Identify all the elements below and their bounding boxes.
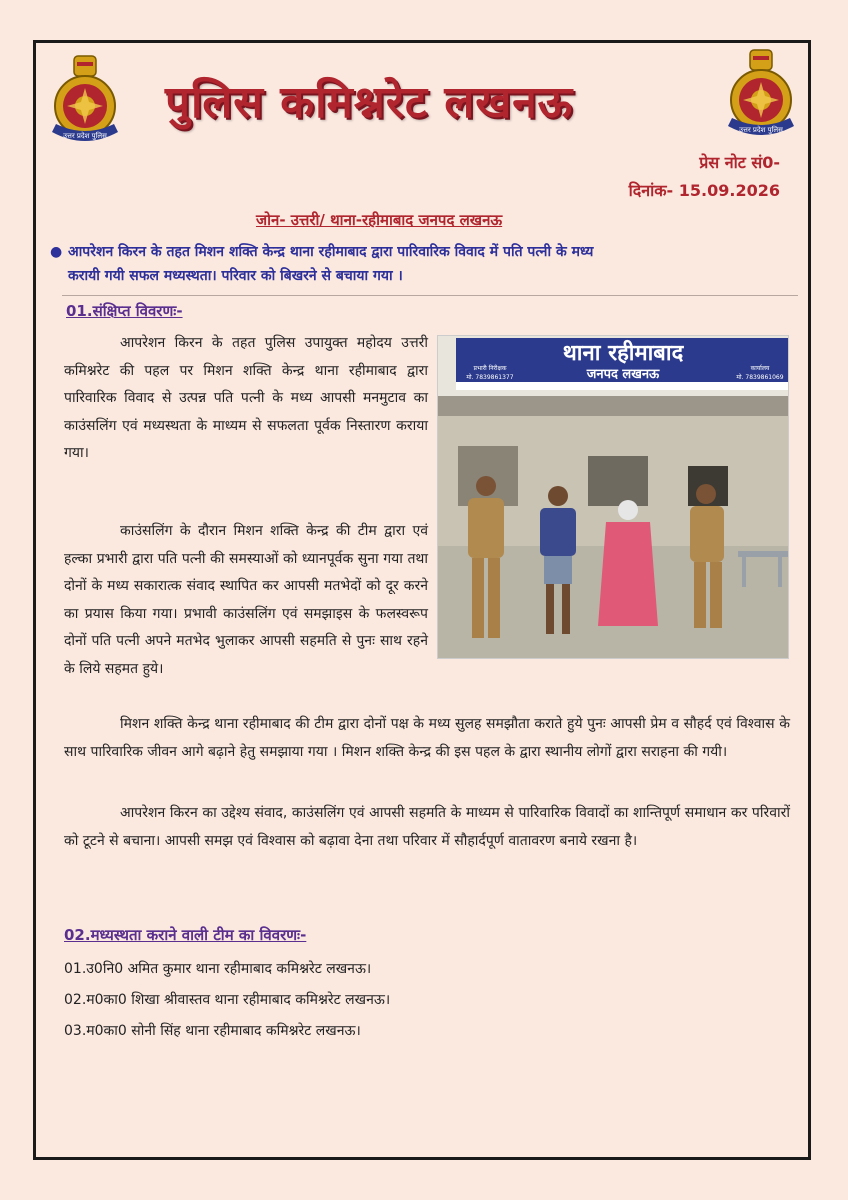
section-title-team: 02.मध्यस्थता कराने वाली टीम का विवरणः- [64,926,307,944]
team-list [64,955,390,1048]
emblem-crown-icon [74,56,96,76]
summary-paragraph-3: मिशन शक्ति केन्द्र थाना रहीमाबाद की टीम द्वारा दोनों पक्ष के मध्य सुलह समझौता कराते हुये पुनः आपसी प्रेम व सौहर्द एवं विश्वास के साथ पारिवारिक जीवन आगे बढ़ाने हेतु समझाया गया । मिशन शक्ति केन्द्र की इस पहल के द्वारा स्थानीय लोगों द्वारा सराहना की गयी। [64,716,790,760]
headline [50,240,790,288]
sign-subtitle: जनपद लखनऊ [586,367,660,382]
bullet-icon: ● [50,244,63,260]
press-note-number: प्रेस नोट सं0- [699,153,780,172]
press-note-date: दिनांक- 15.09.2026 [628,181,780,200]
up-police-emblem-right [720,46,802,142]
section-title-summary: 01.संक्षिप्त विवरणः- [66,302,183,320]
summary-paragraph-2: काउंसलिंग के दौरान मिशन शक्ति केन्द्र की टीम द्वारा एवं हल्का प्रभारी द्वारा पति पत्नी की समस्याओं को ध्यानपूर्वक सुना गया तथा दोनों के मध्य सकारात्क संवाद स्थापित कर आपसी मतभेदों को दूर करने का प्रयास किया गया। प्रभावी काउंसलिंग एवं समझाइस के फलस्वरूप दोनों पति पत्नी अपने मतभेद भुलाकर आपसी सहमति से पुनः साथ रहने के लिये सहमत हुये। [64,523,428,677]
divider [62,295,798,296]
sign-right-phone: मो. 7839861069 [736,374,784,381]
page-title: पुलिस कमिश्नरेट लखनऊ [165,77,574,128]
summary-paragraph-4: आपरेशन किरन का उद्देश्य संवाद, काउंसलिंग एवं आपसी सहमति के माध्यम से पारिवारिक विवादों का शान्तिपूर्ण समाधान कर परिवारों को टूटने से बचाना। आपसी समझ एवं विश्वास को बढ़ावा देना तथा परिवार में सौहार्दपूर्ण वातावरण बनाये रखना है। [64,805,790,849]
zone-station-line: जोन- उत्तरी/ थाना-रहीमाबाद जनपद लखनऊ [256,211,503,229]
sign-left-label: प्रभारी निरीक्षक [473,365,507,372]
police-station-photo [437,335,789,659]
sign-right-label: कार्यालय [750,365,770,372]
team-member: 02.म0का0 शिखा श्रीवास्तव थाना रहीमाबाद कमिश्नरेट लखनऊ। [64,992,391,1008]
summary-paragraph-1: आपरेशन किरन के तहत पुलिस उपायुक्त महोदय उत्तरी कमिश्नरेट की पहल पर मिशन शक्ति केन्द्र थाना रहीमाबाद द्वारा पारिवारिक विवाद से उत्पन्न पति पत्नी के मध्य आपसी मनमुटाव का काउंसलिंग एवं मध्यस्थता के माध्यम से सफलता पूर्वक निस्तारण कराया गया। [64,335,428,461]
sign-title: थाना रहीमाबाद [562,341,684,366]
headline-line-2: करायी गयी सफल मध्यस्थता। परिवार को बिखरने से बचाया गया । [68,268,403,284]
headline-line-1: आपरेशन किरन के तहत मिशन शक्ति केन्द्र थाना रहीमाबाद द्वारा पारिवारिक विवाद में पति पत्नी के मध्य [68,244,594,260]
team-member: 01.उ0नि0 अमित कुमार थाना रहीमाबाद कमिश्नरेट लखनऊ। [64,961,372,977]
up-police-emblem-left [44,52,126,148]
emblem-label: उत्तर प्रदेश पुलिस [63,132,107,140]
emblem-crown-icon [750,50,772,70]
sign-left-phone: मो. 7839861377 [466,374,514,381]
team-member: 03.म0का0 सोनी सिंह थाना रहीमाबाद कमिश्नरेट लखनऊ। [64,1023,361,1039]
emblem-label: उत्तर प्रदेश पुलिस [739,126,783,134]
